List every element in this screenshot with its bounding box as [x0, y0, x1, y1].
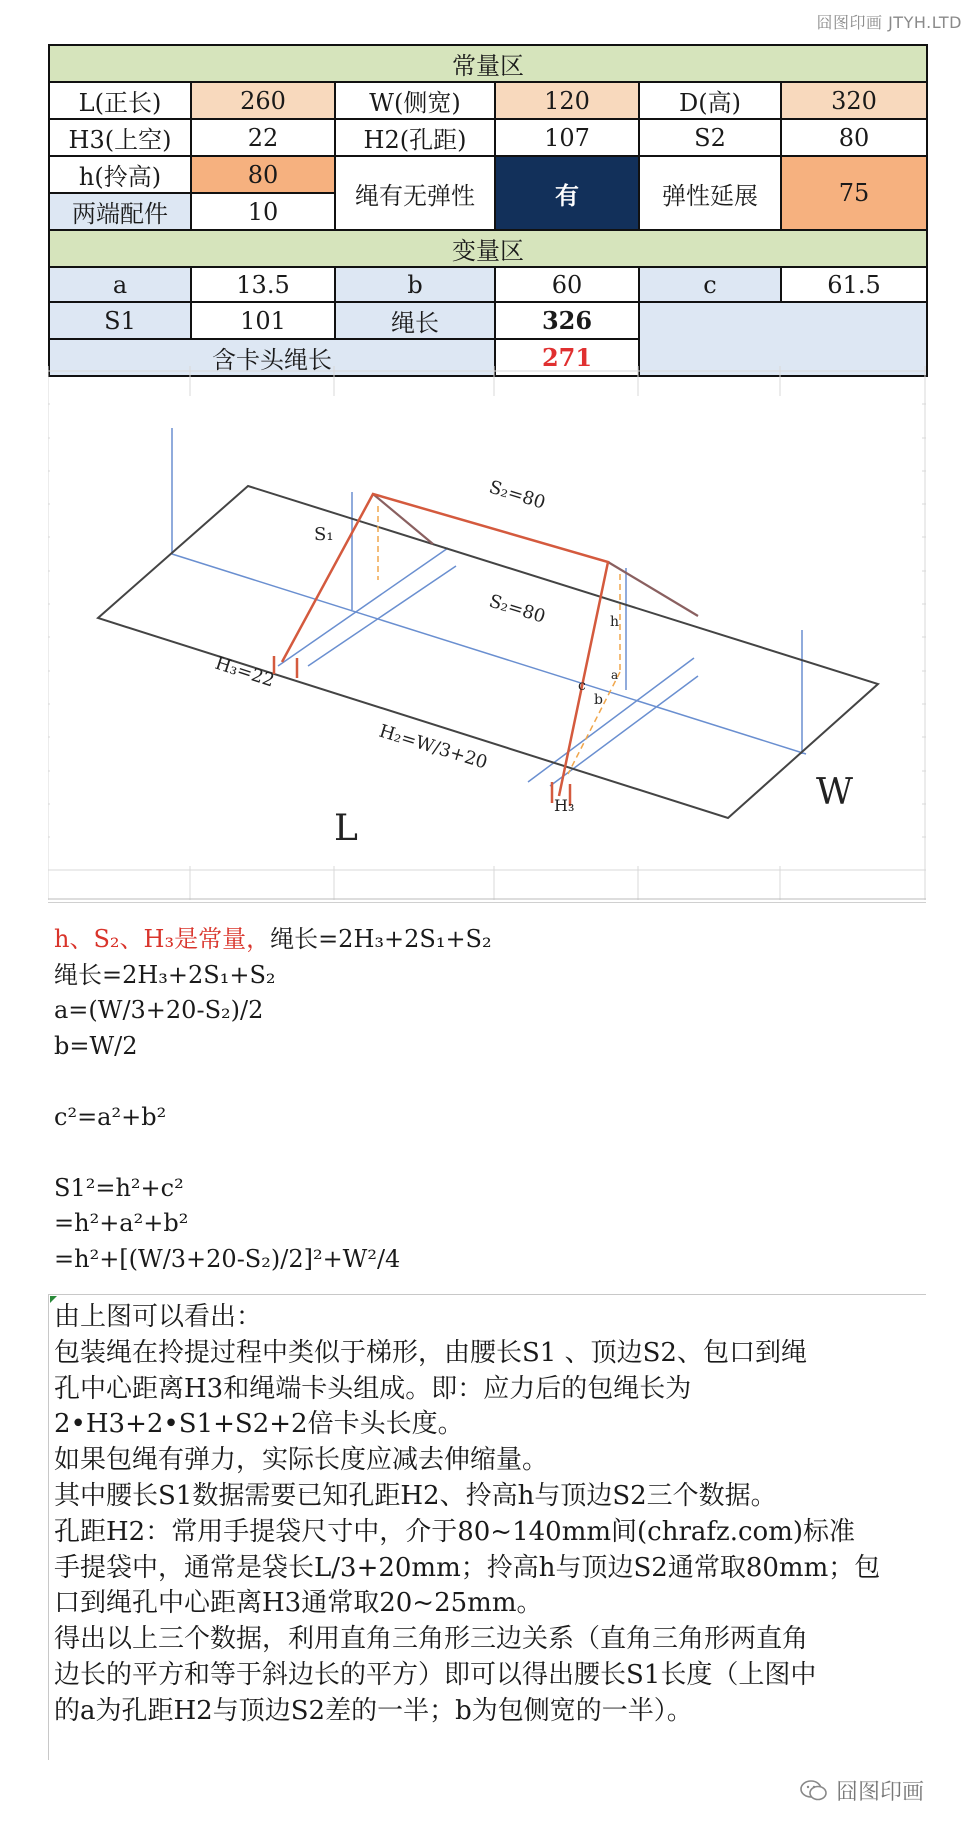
note-line-6: 其中腰长S1数据需要已知孔距H2、拎高h与顶边S2三个数据。 [54, 1480, 777, 1511]
formula-rope-length: 绳长=2H₃+2S₁+S₂ [270, 925, 492, 953]
note-line-11: 边长的平方和等于斜边长的平方）即可以得出腰长S1长度（上图中 [54, 1659, 817, 1690]
wechat-icon [800, 1779, 828, 1803]
formula-separator-top [48, 902, 926, 903]
label-rope-length: 绳长 [335, 302, 495, 339]
note-line-5: 如果包绳有弹力，实际长度应减去伸缩量。 [54, 1445, 549, 1476]
label-s1: S₁ [314, 524, 334, 545]
label-S1: S1 [49, 302, 191, 339]
value-elastic[interactable]: 有 [495, 156, 639, 230]
constants-header: 常量区 [49, 45, 927, 82]
footer-brand-text: 囧图印画 [836, 1780, 925, 1805]
label-h-diagram: h [610, 614, 620, 630]
notes-block [54, 1300, 926, 1730]
label-rope-with-clip: 含卡头绳长 [49, 339, 495, 376]
formula-line-4: b=W/2 [54, 1031, 138, 1060]
value-c: 61.5 [781, 267, 927, 302]
value-L[interactable]: 260 [191, 82, 335, 119]
value-b: 60 [495, 267, 639, 302]
note-line-7: 孔距H2：常用手提袋尺寸中，介于80~140mm间(chrafz.com)标准 [54, 1516, 855, 1547]
formula-line-2: 绳长=2H₃+2S₁+S₂ [54, 960, 276, 989]
note-line-2: 包装绳在拎提过程中类似于梯形，由腰长S1 、顶边S2、包口到绳 [54, 1337, 807, 1368]
formula-blank-2 [54, 1135, 924, 1171]
note-line-12: 的a为孔距H2与顶边S2差的一半；b为包侧宽的一半）。 [54, 1695, 693, 1726]
value-rope-with-clip: 271 [495, 339, 639, 376]
label-L: L(正长) [49, 82, 191, 119]
label-elastic: 绳有无弹性 [335, 156, 495, 230]
formula-line-7: =h²+a²+b² [54, 1209, 189, 1237]
label-L: L [334, 808, 358, 849]
label-h2: H₂=W/3+20 [376, 720, 490, 774]
label-h3-left: H₃=22 [212, 652, 277, 692]
rope-diagram [48, 366, 926, 900]
label-a-diagram: a [611, 668, 619, 682]
note-line-3: 孔中心距离H3和绳端卡头组成。即：应力后的包绳长为 [54, 1373, 692, 1404]
formula-line-6: S1²=h²+c² [54, 1173, 184, 1202]
label-s2-mid: S₂=80 [486, 590, 548, 628]
footer-watermark [800, 1775, 924, 1806]
value-stretch[interactable]: 75 [781, 156, 927, 230]
formula-line-3: a=(W/3+20-S₂)/2 [54, 996, 264, 1024]
value-a: 13.5 [191, 267, 335, 302]
note-line-1: 由上图可以看出： [54, 1302, 263, 1332]
value-h[interactable]: 80 [191, 156, 335, 193]
formula-constants-note: h、S₂、H₃是常量， [54, 925, 271, 953]
label-b-diagram: b [594, 692, 603, 708]
label-fittings: 两端配件 [49, 193, 191, 230]
note-line-4: 2•H3+2•S1+S2+2倍卡头长度。 [54, 1409, 464, 1440]
empty-blue-cell [639, 302, 927, 376]
label-h3-bottom: H₃ [554, 796, 575, 815]
formula-line-1 [54, 922, 924, 958]
brand-watermark: 囧图印画 JTYH.LTD [816, 13, 962, 32]
label-W: W(侧宽) [335, 82, 495, 119]
label-h: h(拎高) [49, 156, 191, 193]
formula-line-8: =h²+[(W/3+20-S₂)/2]²+W²/4 [54, 1244, 401, 1273]
value-D[interactable]: 320 [781, 82, 927, 119]
parameter-table [48, 44, 928, 377]
label-s2-top: S₂=80 [486, 476, 548, 514]
value-fittings[interactable]: 10 [191, 193, 335, 230]
notes-separator [48, 1294, 926, 1295]
variables-header: 变量区 [49, 230, 927, 267]
left-border-line [48, 1294, 49, 1760]
value-W[interactable]: 120 [495, 82, 639, 119]
label-c: c [639, 267, 781, 302]
label-H3: H3(上空) [49, 119, 191, 156]
label-a: a [49, 267, 191, 302]
note-line-9: 口到绳孔中心距离H3通常取20~25mm。 [54, 1588, 543, 1619]
formula-line-5: c²=a²+b² [54, 1102, 167, 1131]
label-D: D(高) [639, 82, 781, 119]
label-H2: H2(孔距) [335, 119, 495, 156]
value-S1: 101 [191, 302, 335, 339]
value-rope-length: 326 [495, 302, 639, 339]
note-line-8: 手提袋中，通常是袋长L/3+20mm；拎高h与顶边S2通常取80mm；包 [54, 1552, 881, 1583]
value-H3[interactable]: 22 [191, 119, 335, 156]
label-b: b [335, 267, 495, 302]
label-c-diagram: c [578, 678, 586, 694]
formula-block [54, 922, 924, 1277]
formula-blank-1 [54, 1064, 924, 1100]
note-line-10: 得出以上三个数据，利用直角三角形三边关系（直角三角形两直角 [54, 1624, 809, 1655]
value-H2[interactable]: 107 [495, 119, 639, 156]
label-S2: S2 [639, 119, 781, 156]
label-stretch: 弹性延展 [639, 156, 781, 230]
value-S2[interactable]: 80 [781, 119, 927, 156]
label-W: W [816, 772, 854, 813]
